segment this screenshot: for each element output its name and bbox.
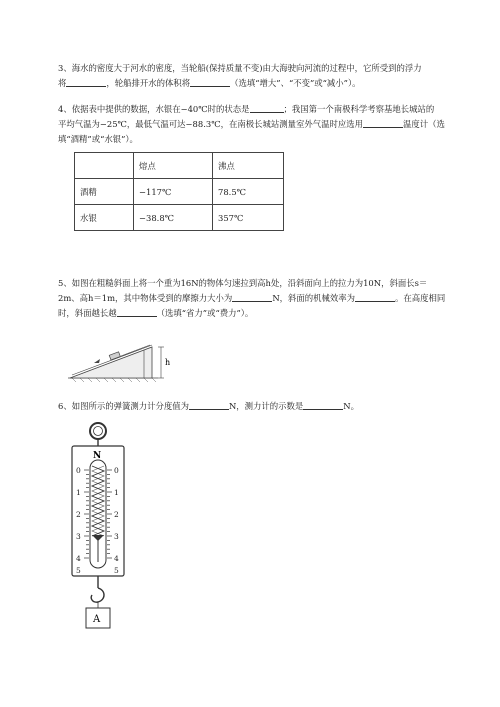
q6-text-b: N，测力计的示数是 <box>228 401 304 411</box>
hook-icon <box>91 588 104 602</box>
scale-right-2: 2 <box>114 510 119 519</box>
q6-text-a: 6、如图所示的弹簧测力计分度值为 <box>58 401 189 411</box>
scale-right-1: 1 <box>114 488 119 497</box>
q5-line3 <box>58 306 466 321</box>
q4-text-b: ；我国第一个南极科学考察基地长城站的 <box>283 104 435 114</box>
q5-text-e: （选填“省力”或“费力”）。 <box>156 308 254 318</box>
table-cell: 78.5℃ <box>213 179 284 205</box>
question-4 <box>58 102 466 147</box>
scale-left-1: 1 <box>76 488 81 497</box>
scale-left-2: 2 <box>76 510 81 519</box>
question-6 <box>58 399 466 414</box>
spring-scale-figure <box>64 422 134 652</box>
scale-left-0: 0 <box>76 466 81 475</box>
unit-label: N <box>93 451 102 461</box>
q4-blank-1[interactable] <box>250 103 284 113</box>
q5-line1: 5、如图在粗糙斜面上将一个重为16N的物体匀速拉到高h处，沿斜面向上的拉力为10N，斜面长s＝ <box>58 278 428 288</box>
sliding-block <box>109 352 120 360</box>
table-cell: −38.8℃ <box>134 205 213 231</box>
q4-text-c: 平均气温为−25℃，最低气温可达−88.3℃，在南极长城站测量室外气温时应选用 <box>58 119 363 129</box>
q6-blank-2[interactable] <box>303 400 343 410</box>
q3-line1: 3、海水的密度大于河水的密度，当轮船(保持质量不变)由大海驶向河流的过程中，它所受到的浮力 <box>58 63 422 73</box>
q5-blank-2[interactable] <box>355 292 395 302</box>
q4-line2 <box>58 117 466 132</box>
height-label: h <box>165 358 171 367</box>
q5-blank-3[interactable] <box>117 307 157 317</box>
q3-line2 <box>58 76 466 91</box>
table-cell: 水银 <box>75 205 134 231</box>
pull-arrow-icon <box>94 359 100 363</box>
q3-blank-1[interactable] <box>66 77 106 87</box>
q6-text-c: N。 <box>343 401 359 411</box>
question-5 <box>58 276 466 321</box>
q4-line3: 填“酒精”或“水银”）。 <box>58 134 138 144</box>
q4-line1 <box>58 102 466 117</box>
scale-right-3: 3 <box>114 532 119 541</box>
scale-right-0: 0 <box>114 466 119 475</box>
q5-text-a: 2m、高h＝1m，其中物体受到的摩擦力大小为 <box>58 293 233 303</box>
table-header-row <box>75 153 284 179</box>
q4-text-d: 温度计（选 <box>402 119 445 129</box>
q4-blank-2[interactable] <box>363 118 403 128</box>
q6-blank-1[interactable] <box>189 400 229 410</box>
q5-text-c: 。在高度相同 <box>395 293 446 303</box>
q5-text-b: N，斜面的机械效率为 <box>272 293 356 303</box>
q5-text-d: 时，斜面越长越 <box>58 308 117 318</box>
table-header-cell <box>75 153 134 179</box>
table-header-cell: 沸点 <box>213 153 284 179</box>
scale-right-5: 5 <box>114 566 119 575</box>
q3-text-a: 将 <box>58 78 67 88</box>
table-row <box>75 179 284 205</box>
table-header-cell: 熔点 <box>134 153 213 179</box>
incline-hatch <box>72 378 156 382</box>
table-cell: 357℃ <box>213 205 284 231</box>
q6-line1 <box>58 399 466 414</box>
table-cell: −117℃ <box>134 179 213 205</box>
q3-blank-2[interactable] <box>190 77 230 87</box>
question-3 <box>58 61 466 91</box>
q3-text-b: ，轮船排开水的体积将 <box>106 78 191 88</box>
scale-right-4: 4 <box>114 554 119 563</box>
q5-blank-1[interactable] <box>232 292 272 302</box>
incline-figure <box>66 333 176 383</box>
top-ring-inner <box>94 427 103 436</box>
q3-text-c: （选填“增大”、“不变”或“减小”）。 <box>230 78 361 88</box>
top-ring-icon <box>90 423 106 439</box>
weight-label: A <box>93 614 101 625</box>
scale-left-5: 5 <box>76 566 81 575</box>
incline-slope <box>70 347 152 378</box>
table-row <box>75 205 284 231</box>
scale-left-3: 3 <box>76 532 81 541</box>
melting-boiling-table <box>74 152 284 231</box>
table-cell: 酒精 <box>75 179 134 205</box>
q5-line2 <box>58 291 466 306</box>
scale-left-4: 4 <box>76 554 81 563</box>
q4-text-a: 4、依据表中提供的数据，水银在−40℃时的状态是 <box>58 104 250 114</box>
